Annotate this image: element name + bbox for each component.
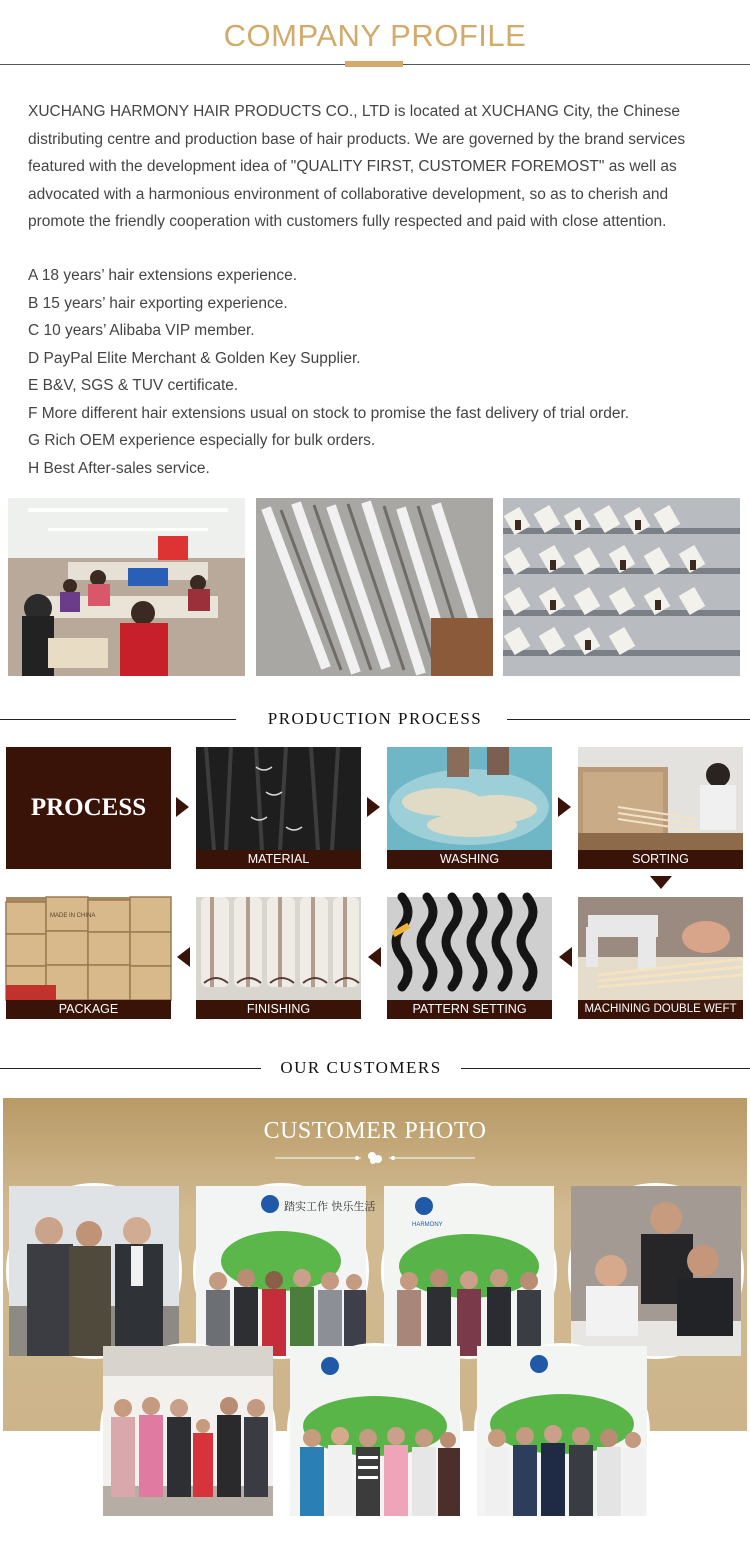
customers-heading: OUR CUSTOMERS xyxy=(280,1058,442,1077)
customer-photo-title: CUSTOMER PHOTO xyxy=(263,1118,487,1144)
process-step-label: PACKAGE xyxy=(6,1000,171,1019)
arrow-left-icon xyxy=(559,947,572,967)
intro-line: promote the friendly cooperation with customers fully respected and paid with close attention. xyxy=(28,213,667,230)
process-step-machining-double-weft xyxy=(578,897,743,1019)
process-step-label: PATTERN SETTING xyxy=(387,1000,552,1019)
process-step-package xyxy=(6,897,171,1019)
customer-photo-circle xyxy=(474,1343,650,1519)
process-step-washing xyxy=(387,747,552,869)
arrow-right-icon xyxy=(558,797,571,817)
arrow-left-icon xyxy=(368,947,381,967)
production-heading-line-left xyxy=(0,719,236,720)
advantage-item: G Rich OEM experience especially for bulk orders. xyxy=(28,432,376,449)
customer-photo-circle xyxy=(568,1183,744,1359)
advantage-item: E B&V, SGS & TUV certificate. xyxy=(28,377,239,394)
arrow-left-icon xyxy=(177,947,190,967)
process-step-finishing xyxy=(196,897,361,1019)
storage-shelves-photo xyxy=(503,498,740,676)
arrow-right-icon xyxy=(367,797,380,817)
customers-heading-line-left xyxy=(0,1068,261,1069)
hair-bundles-photo xyxy=(256,498,493,676)
advantage-item: B 15 years’ hair exporting experience. xyxy=(28,294,288,312)
customer-photo-circle xyxy=(193,1183,376,1359)
advantage-item: C 10 years’ Alibaba VIP member. xyxy=(28,322,255,339)
process-title-tile xyxy=(6,747,171,869)
process-step-label: FINISHING xyxy=(196,1000,361,1019)
intro-line: distributing centre and production base of hair products. We are governed by the brand services xyxy=(28,130,686,148)
customer-photo-circle xyxy=(381,1183,557,1359)
process-step-label: SORTING xyxy=(578,850,743,869)
banner-slogan: 踏实工作 快乐生活 xyxy=(284,1200,376,1213)
customer-photo-circle xyxy=(100,1343,276,1519)
production-heading: PRODUCTION PROCESS xyxy=(267,709,483,728)
process-step-sorting xyxy=(578,747,743,869)
advantage-item: A 18 years’ hair extensions experience. xyxy=(28,267,298,284)
company-intro xyxy=(28,98,728,236)
customer-photo-circle xyxy=(6,1183,182,1359)
advantage-item: D PayPal Elite Merchant & Golden Key Supplier. xyxy=(28,349,361,367)
process-step-pattern-setting xyxy=(387,897,552,1019)
process-title: PROCESS xyxy=(6,747,171,869)
banner-brand: HARMONY xyxy=(412,1222,443,1228)
process-step-material xyxy=(196,747,361,869)
advantage-item: F More different hair extensions usual on stock to promise the fast delivery of trial order. xyxy=(28,404,630,422)
arrow-down-icon xyxy=(650,876,672,889)
factory-workshop-photo xyxy=(8,498,245,676)
process-step-label: MACHINING DOUBLE WEFT xyxy=(578,1000,743,1019)
customers-heading-line-right xyxy=(461,1068,750,1069)
ornament-divider-icon xyxy=(275,1150,475,1166)
package-box-label: MADE IN CHINA xyxy=(50,913,96,919)
intro-line: featured with the development idea of "QUALITY FIRST, CUSTOMER FOREMOST" as well as xyxy=(28,158,677,175)
arrow-right-icon xyxy=(176,797,189,817)
customer-photo-circle xyxy=(287,1343,463,1519)
process-step-label: MATERIAL xyxy=(196,850,361,869)
profile-divider-accent xyxy=(345,61,403,67)
process-step-label: WASHING xyxy=(387,850,552,869)
intro-line: XUCHANG HARMONY HAIR PRODUCTS CO., LTD is located at XUCHANG City, the Chinese xyxy=(28,103,681,120)
intro-line: advocated with a harmonious environment of collaborative development, so as to cherish and xyxy=(28,185,669,203)
profile-title: COMPANY PROFILE xyxy=(223,18,527,53)
advantage-item: H Best After-sales service. xyxy=(28,459,210,477)
production-heading-line-right xyxy=(507,719,750,720)
advantage-list xyxy=(28,262,728,482)
